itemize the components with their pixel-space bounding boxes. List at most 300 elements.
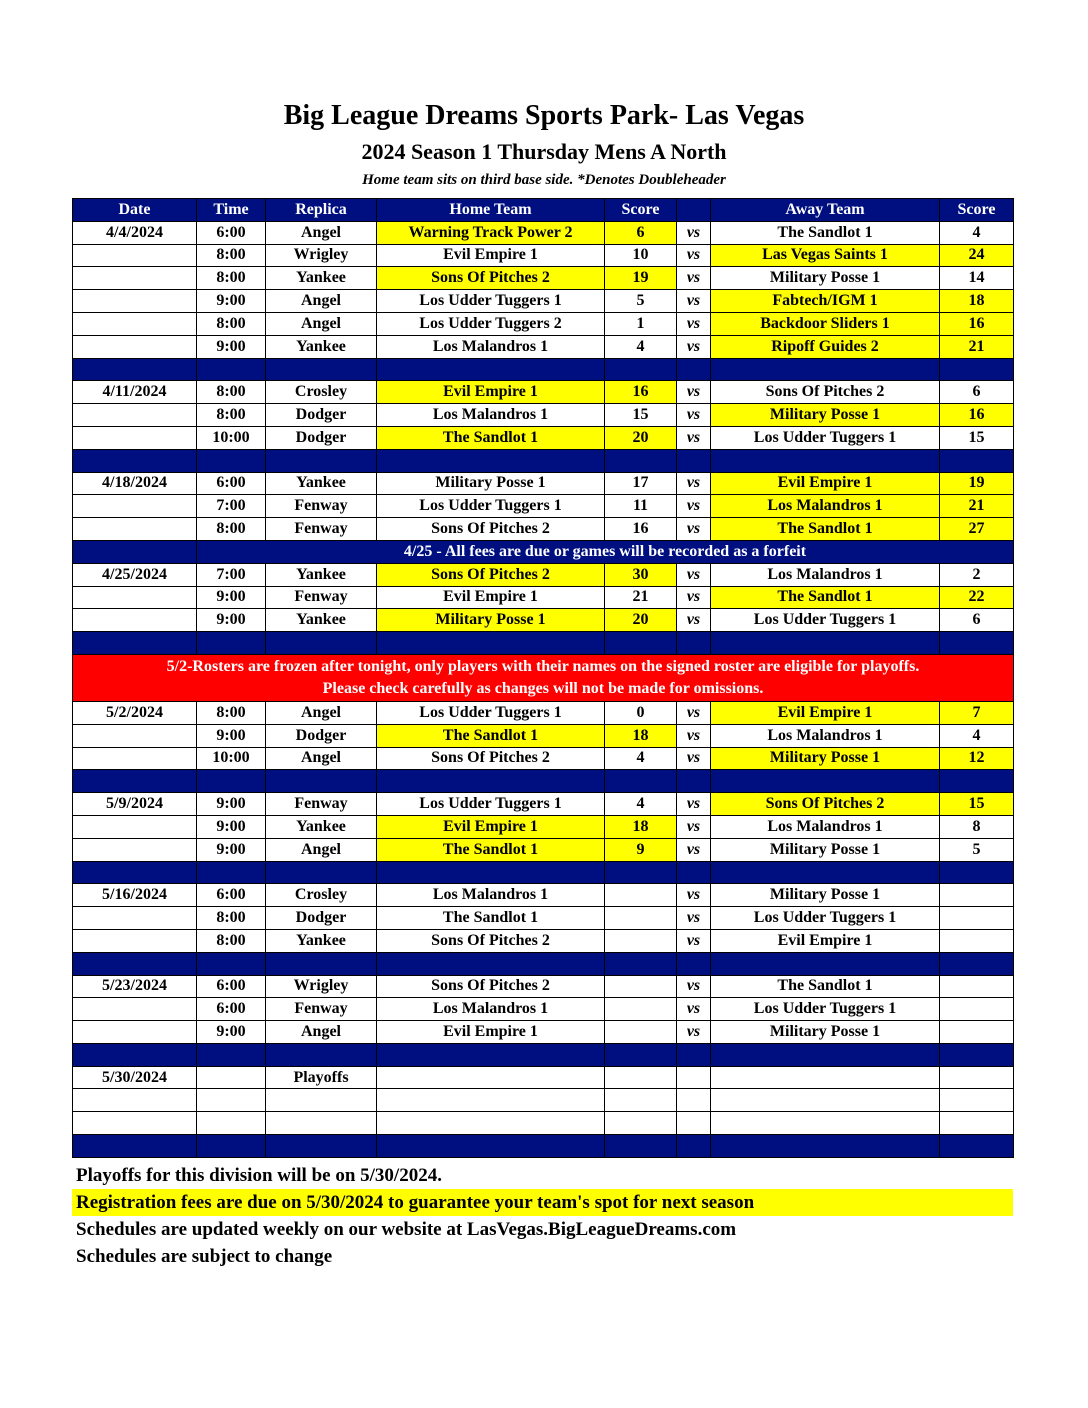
separator-cell (677, 861, 711, 884)
home-score-cell: 17 (605, 472, 677, 495)
away-team-cell: Los Malandros 1 (711, 495, 940, 518)
game-row (73, 1112, 1014, 1135)
home-score-cell (605, 998, 677, 1021)
away-team-cell: Evil Empire 1 (711, 701, 940, 724)
home-team-cell: Los Udder Tuggers 1 (377, 495, 605, 518)
replica-cell: Fenway (266, 495, 377, 518)
away-score-cell: 4 (940, 724, 1014, 747)
time-cell: 6:00 (197, 998, 266, 1021)
separator-cell (940, 952, 1014, 975)
home-score-cell: 30 (605, 563, 677, 586)
schedule-note: Home team sits on third base side. *Denotes Doubleheader (362, 172, 726, 188)
separator-row (73, 952, 1014, 975)
away-team-cell: Los Udder Tuggers 1 (711, 998, 940, 1021)
away-score-cell: 8 (940, 815, 1014, 838)
home-score-cell (605, 929, 677, 952)
footer-website-note: Schedules are updated weekly on our website at LasVegas.BigLeagueDreams.com (76, 1219, 737, 1240)
separator-cell (677, 632, 711, 655)
time-cell: 10:00 (197, 747, 266, 770)
home-score-cell: 16 (605, 518, 677, 541)
separator-cell (73, 770, 197, 793)
replica-cell: Dodger (266, 426, 377, 449)
separator-cell (940, 770, 1014, 793)
replica-cell: Angel (266, 747, 377, 770)
time-cell: 9:00 (197, 724, 266, 747)
home-score-cell: 0 (605, 701, 677, 724)
home-team-cell: The Sandlot 1 (377, 907, 605, 930)
away-score-cell: 12 (940, 747, 1014, 770)
vs-cell (677, 1089, 711, 1112)
date-cell (73, 290, 197, 313)
home-score-cell: 4 (605, 335, 677, 358)
home-score-cell: 20 (605, 426, 677, 449)
replica-cell: Angel (266, 312, 377, 335)
notice-row (73, 540, 1014, 563)
time-cell (197, 1089, 266, 1112)
separator-cell (605, 358, 677, 381)
separator-cell (197, 770, 266, 793)
replica-cell: Angel (266, 290, 377, 313)
game-row (73, 563, 1014, 586)
separator-cell (266, 1043, 377, 1066)
vs-cell: vs (677, 404, 711, 427)
date-cell (73, 244, 197, 267)
home-score-cell (605, 1089, 677, 1112)
separator-cell (605, 1043, 677, 1066)
separator-cell (677, 358, 711, 381)
away-team-cell: The Sandlot 1 (711, 518, 940, 541)
game-row (73, 267, 1014, 290)
separator-cell (711, 861, 940, 884)
separator-cell (266, 449, 377, 472)
date-cell: 5/9/2024 (73, 793, 197, 816)
away-score-cell: 27 (940, 518, 1014, 541)
game-row (73, 838, 1014, 861)
time-cell: 10:00 (197, 426, 266, 449)
date-cell (73, 495, 197, 518)
replica-cell: Angel (266, 701, 377, 724)
away-team-cell: Military Posse 1 (711, 838, 940, 861)
separator-cell (73, 449, 197, 472)
home-team-cell (377, 1112, 605, 1135)
separator-cell (197, 449, 266, 472)
home-score-cell (605, 1112, 677, 1135)
away-team-cell: Los Udder Tuggers 1 (711, 907, 940, 930)
vs-cell: vs (677, 815, 711, 838)
away-score-cell: 14 (940, 267, 1014, 290)
away-team-cell: Sons Of Pitches 2 (711, 381, 940, 404)
replica-cell: Yankee (266, 563, 377, 586)
separator-cell (677, 1135, 711, 1158)
separator-cell (197, 632, 266, 655)
away-team-cell: Backdoor Sliders 1 (711, 312, 940, 335)
date-cell (73, 1112, 197, 1135)
notice-text: 4/25 - All fees are due or games will be recorded as a forfeit (197, 540, 1014, 563)
separator-cell (605, 632, 677, 655)
home-team-cell: Los Udder Tuggers 1 (377, 701, 605, 724)
date-cell (73, 907, 197, 930)
date-cell: 5/16/2024 (73, 884, 197, 907)
schedule-body (73, 221, 1014, 1157)
vs-cell: vs (677, 518, 711, 541)
time-cell: 9:00 (197, 1021, 266, 1044)
home-score-cell (605, 975, 677, 998)
time-cell: 9:00 (197, 609, 266, 632)
away-team-cell: Evil Empire 1 (711, 929, 940, 952)
separator-cell (73, 1043, 197, 1066)
game-row (73, 518, 1014, 541)
col-header-date: Date (73, 199, 197, 222)
separator-cell (940, 449, 1014, 472)
date-cell: 4/25/2024 (73, 563, 197, 586)
date-cell (73, 998, 197, 1021)
vs-cell: vs (677, 747, 711, 770)
header-row (73, 199, 1014, 222)
time-cell: 8:00 (197, 518, 266, 541)
separator-cell (711, 358, 940, 381)
replica-cell: Yankee (266, 815, 377, 838)
separator-cell (197, 861, 266, 884)
away-score-cell: 7 (940, 701, 1014, 724)
vs-cell: vs (677, 793, 711, 816)
vs-cell: vs (677, 335, 711, 358)
time-cell: 8:00 (197, 267, 266, 290)
home-score-cell: 21 (605, 586, 677, 609)
separator-cell (266, 358, 377, 381)
away-team-cell: Sons Of Pitches 2 (711, 793, 940, 816)
home-score-cell (605, 884, 677, 907)
separator-row (73, 449, 1014, 472)
date-cell: 4/11/2024 (73, 381, 197, 404)
alert-line-2: Please check carefully as changes will not be made for omissions. (322, 679, 764, 697)
separator-row (73, 1043, 1014, 1066)
home-score-cell (605, 1066, 677, 1089)
replica-cell (266, 1112, 377, 1135)
game-row (73, 747, 1014, 770)
home-score-cell: 9 (605, 838, 677, 861)
vs-cell: vs (677, 929, 711, 952)
col-header-away-team: Away Team (711, 199, 940, 222)
game-row (73, 975, 1014, 998)
col-header-time: Time (197, 199, 266, 222)
home-score-cell: 18 (605, 815, 677, 838)
date-cell (73, 426, 197, 449)
game-row (73, 1066, 1014, 1089)
away-score-cell: 19 (940, 472, 1014, 495)
separator-cell (377, 770, 605, 793)
date-cell (73, 815, 197, 838)
home-score-cell: 10 (605, 244, 677, 267)
separator-cell (711, 952, 940, 975)
date-cell (73, 586, 197, 609)
away-team-cell: Military Posse 1 (711, 747, 940, 770)
vs-cell (677, 1112, 711, 1135)
replica-cell: Dodger (266, 907, 377, 930)
home-team-cell: The Sandlot 1 (377, 426, 605, 449)
away-score-cell: 24 (940, 244, 1014, 267)
alert-row (73, 654, 1014, 701)
time-cell (197, 1066, 266, 1089)
separator-cell (605, 952, 677, 975)
replica-cell: Dodger (266, 724, 377, 747)
away-team-cell: Ripoff Guides 2 (711, 335, 940, 358)
away-score-cell: 22 (940, 586, 1014, 609)
col-header-replica: Replica (266, 199, 377, 222)
date-cell (73, 747, 197, 770)
home-team-cell: Sons Of Pitches 2 (377, 929, 605, 952)
home-score-cell: 15 (605, 404, 677, 427)
replica-cell: Angel (266, 1021, 377, 1044)
col-header-home-score: Score (605, 199, 677, 222)
home-team-cell: Los Malandros 1 (377, 998, 605, 1021)
footer-change-note: Schedules are subject to change (76, 1246, 333, 1267)
separator-cell (711, 1135, 940, 1158)
separator-cell (677, 1043, 711, 1066)
replica-cell: Fenway (266, 518, 377, 541)
home-team-cell: Sons Of Pitches 2 (377, 267, 605, 290)
home-team-cell: Military Posse 1 (377, 472, 605, 495)
game-row (73, 998, 1014, 1021)
home-score-cell: 5 (605, 290, 677, 313)
away-score-cell: 16 (940, 404, 1014, 427)
away-score-cell (940, 1089, 1014, 1112)
replica-cell: Angel (266, 221, 377, 244)
separator-cell (377, 358, 605, 381)
away-team-cell: Military Posse 1 (711, 267, 940, 290)
separator-cell (197, 1043, 266, 1066)
separator-row (73, 861, 1014, 884)
time-cell: 8:00 (197, 244, 266, 267)
vs-cell: vs (677, 998, 711, 1021)
alert-line-1: 5/2-Rosters are frozen after tonight, only players with their names on the signed roster are eligible for playoffs. (166, 657, 920, 675)
game-row (73, 1089, 1014, 1112)
home-team-cell: The Sandlot 1 (377, 724, 605, 747)
away-team-cell: The Sandlot 1 (711, 586, 940, 609)
date-cell: 5/30/2024 (73, 1066, 197, 1089)
page-subtitle: 2024 Season 1 Thursday Mens A North (361, 139, 727, 164)
separator-cell (605, 861, 677, 884)
home-score-cell: 1 (605, 312, 677, 335)
date-cell (73, 518, 197, 541)
date-cell (73, 404, 197, 427)
home-score-cell: 16 (605, 381, 677, 404)
away-team-cell: The Sandlot 1 (711, 975, 940, 998)
date-cell (73, 312, 197, 335)
home-team-cell: Military Posse 1 (377, 609, 605, 632)
replica-cell: Fenway (266, 793, 377, 816)
separator-cell (711, 1043, 940, 1066)
home-team-cell: The Sandlot 1 (377, 838, 605, 861)
separator-cell (940, 358, 1014, 381)
away-team-cell: Military Posse 1 (711, 1021, 940, 1044)
game-row (73, 724, 1014, 747)
separator-cell (940, 1043, 1014, 1066)
time-cell: 8:00 (197, 404, 266, 427)
home-score-cell: 4 (605, 793, 677, 816)
away-team-cell: Military Posse 1 (711, 884, 940, 907)
away-score-cell: 15 (940, 793, 1014, 816)
away-score-cell: 21 (940, 335, 1014, 358)
separator-cell (605, 1135, 677, 1158)
replica-cell: Playoffs (266, 1066, 377, 1089)
footer-registration-note: Registration fees are due on 5/30/2024 to guarantee your team's spot for next season (72, 1189, 1013, 1216)
vs-cell: vs (677, 495, 711, 518)
separator-cell (711, 632, 940, 655)
replica-cell: Fenway (266, 998, 377, 1021)
game-row (73, 609, 1014, 632)
separator-cell (73, 952, 197, 975)
home-team-cell (377, 1089, 605, 1112)
footer-playoffs-note: Playoffs for this division will be on 5/30/2024. (76, 1165, 442, 1186)
game-row (73, 335, 1014, 358)
alert-text (73, 654, 1014, 701)
time-cell: 6:00 (197, 472, 266, 495)
separator-cell (377, 632, 605, 655)
date-cell (73, 838, 197, 861)
home-score-cell: 19 (605, 267, 677, 290)
separator-row (73, 770, 1014, 793)
vs-cell: vs (677, 426, 711, 449)
vs-cell (677, 1066, 711, 1089)
away-team-cell (711, 1112, 940, 1135)
replica-cell: Dodger (266, 404, 377, 427)
home-team-cell: Los Malandros 1 (377, 335, 605, 358)
game-row (73, 907, 1014, 930)
separator-cell (266, 861, 377, 884)
schedule-table (72, 198, 1014, 1158)
time-cell: 9:00 (197, 290, 266, 313)
separator-cell (266, 632, 377, 655)
home-score-cell: 11 (605, 495, 677, 518)
away-score-cell (940, 1112, 1014, 1135)
date-cell (73, 724, 197, 747)
away-team-cell: Los Udder Tuggers 1 (711, 426, 940, 449)
separator-cell (197, 952, 266, 975)
time-cell: 9:00 (197, 815, 266, 838)
away-team-cell: Las Vegas Saints 1 (711, 244, 940, 267)
home-score-cell: 20 (605, 609, 677, 632)
home-team-cell: Evil Empire 1 (377, 1021, 605, 1044)
home-team-cell: Los Udder Tuggers 1 (377, 290, 605, 313)
date-cell (73, 609, 197, 632)
time-cell: 9:00 (197, 838, 266, 861)
replica-cell: Wrigley (266, 975, 377, 998)
vs-cell: vs (677, 563, 711, 586)
replica-cell (266, 1089, 377, 1112)
game-row (73, 495, 1014, 518)
time-cell: 8:00 (197, 701, 266, 724)
game-row (73, 290, 1014, 313)
replica-cell: Yankee (266, 335, 377, 358)
time-cell: 8:00 (197, 381, 266, 404)
away-score-cell (940, 975, 1014, 998)
away-score-cell (940, 929, 1014, 952)
separator-cell (197, 358, 266, 381)
vs-cell: vs (677, 312, 711, 335)
time-cell: 8:00 (197, 312, 266, 335)
away-score-cell: 2 (940, 563, 1014, 586)
game-row (73, 381, 1014, 404)
replica-cell: Yankee (266, 929, 377, 952)
home-team-cell: Sons Of Pitches 2 (377, 747, 605, 770)
away-team-cell: The Sandlot 1 (711, 221, 940, 244)
home-team-cell (377, 1066, 605, 1089)
separator-cell (73, 1135, 197, 1158)
time-cell: 6:00 (197, 221, 266, 244)
away-score-cell: 18 (940, 290, 1014, 313)
away-team-cell: Los Malandros 1 (711, 815, 940, 838)
game-row (73, 472, 1014, 495)
away-team-cell: Fabtech/IGM 1 (711, 290, 940, 313)
separator-row (73, 358, 1014, 381)
away-team-cell: Los Malandros 1 (711, 724, 940, 747)
away-team-cell: Los Malandros 1 (711, 563, 940, 586)
away-score-cell (940, 1066, 1014, 1089)
game-row (73, 1021, 1014, 1044)
date-cell (73, 1021, 197, 1044)
separator-cell (377, 1135, 605, 1158)
game-row (73, 404, 1014, 427)
separator-cell (677, 952, 711, 975)
separator-row (73, 632, 1014, 655)
separator-cell (940, 1135, 1014, 1158)
vs-cell: vs (677, 381, 711, 404)
time-cell: 9:00 (197, 793, 266, 816)
separator-cell (266, 1135, 377, 1158)
home-team-cell: Evil Empire 1 (377, 586, 605, 609)
vs-cell: vs (677, 907, 711, 930)
replica-cell: Angel (266, 838, 377, 861)
page-title: Big League Dreams Sports Park- Las Vegas (283, 100, 805, 131)
separator-cell (377, 449, 605, 472)
away-score-cell (940, 884, 1014, 907)
away-score-cell: 6 (940, 609, 1014, 632)
separator-cell (377, 1043, 605, 1066)
separator-cell (377, 952, 605, 975)
separator-cell (711, 449, 940, 472)
game-row (73, 793, 1014, 816)
vs-cell: vs (677, 1021, 711, 1044)
away-score-cell: 15 (940, 426, 1014, 449)
separator-cell (940, 632, 1014, 655)
away-score-cell (940, 998, 1014, 1021)
away-score-cell: 5 (940, 838, 1014, 861)
home-score-cell (605, 1021, 677, 1044)
date-cell: 4/18/2024 (73, 472, 197, 495)
replica-cell: Fenway (266, 586, 377, 609)
game-row (73, 312, 1014, 335)
time-cell: 8:00 (197, 907, 266, 930)
home-team-cell: Los Malandros 1 (377, 884, 605, 907)
away-team-cell: Evil Empire 1 (711, 472, 940, 495)
vs-cell: vs (677, 609, 711, 632)
away-score-cell (940, 907, 1014, 930)
vs-cell: vs (677, 244, 711, 267)
separator-cell (197, 1135, 266, 1158)
separator-cell (711, 770, 940, 793)
date-cell (73, 929, 197, 952)
separator-cell (677, 770, 711, 793)
col-header-home-team: Home Team (377, 199, 605, 222)
away-score-cell: 21 (940, 495, 1014, 518)
game-row (73, 426, 1014, 449)
separator-cell (73, 358, 197, 381)
replica-cell: Crosley (266, 884, 377, 907)
date-cell (73, 267, 197, 290)
replica-cell: Yankee (266, 609, 377, 632)
game-row (73, 586, 1014, 609)
replica-cell: Yankee (266, 267, 377, 290)
